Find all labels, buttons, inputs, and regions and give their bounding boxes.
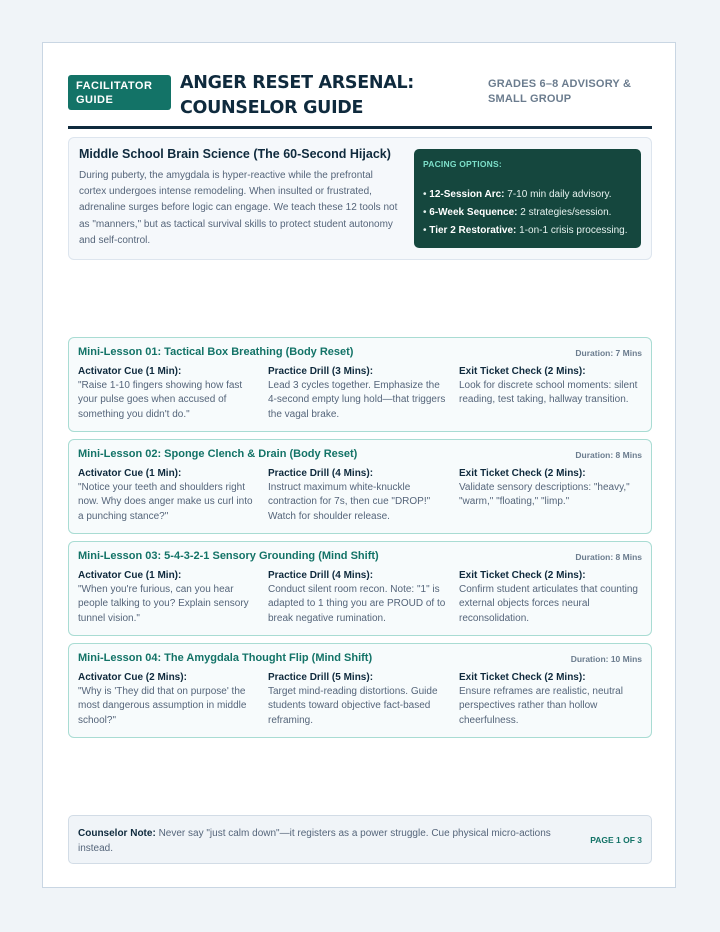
- lesson-title: Mini-Lesson 04: The Amygdala Thought Flip (Mind Shift): [78, 652, 373, 664]
- mini-lesson-card-04: [68, 643, 652, 738]
- mini-lesson-card-01: [68, 337, 652, 432]
- exit-text: Confirm student articulates that counting external objects forces neural reconsolidation.: [459, 584, 638, 624]
- activator-column: [78, 671, 260, 728]
- drill-column: [268, 365, 450, 422]
- pacing-options-box: [414, 149, 641, 248]
- activator-heading: Activator Cue (1 Min):: [78, 570, 182, 581]
- pacing-item: • 6-Week Sequence: 2 strategies/session.: [423, 207, 612, 218]
- exit-column: [459, 467, 641, 510]
- header-divider: [68, 126, 652, 129]
- activator-text: "Notice your teeth and shoulders right now. Why does anger make us curl into a punching stance?": [78, 482, 253, 522]
- pacing-item: • 12-Session Arc: 7-10 min daily advisory.: [423, 189, 612, 200]
- page-title: [180, 71, 440, 121]
- badge-line-1: FACILITATOR: [76, 80, 153, 92]
- pacing-item-text: 2 strategies/session.: [520, 207, 612, 218]
- exit-column: [459, 365, 641, 408]
- badge-line-2: GUIDE: [76, 94, 114, 106]
- drill-text: Lead 3 cycles together. Emphasize the 4-second empty lung hold—that triggers the vagal brake.: [268, 380, 446, 420]
- mini-lesson-card-02: [68, 439, 652, 534]
- exit-heading: Exit Ticket Check (2 Mins):: [459, 570, 586, 581]
- drill-heading: Practice Drill (5 Mins):: [268, 672, 374, 683]
- drill-heading: Practice Drill (4 Mins):: [268, 468, 374, 479]
- lesson-title: Mini-Lesson 01: Tactical Box Breathing (Body Reset): [78, 346, 354, 358]
- drill-text: Target mind-reading distortions. Guide students toward objective fact-based reframing.: [268, 686, 438, 726]
- exit-heading: Exit Ticket Check (2 Mins):: [459, 468, 586, 479]
- grades-label: [488, 77, 648, 107]
- grades-line-2: SMALL GROUP: [488, 93, 572, 105]
- activator-column: [78, 467, 260, 524]
- pacing-item-label: 12-Session Arc:: [429, 189, 505, 200]
- pacing-heading: PACING OPTIONS:: [423, 159, 502, 169]
- exit-column: [459, 671, 641, 728]
- pacing-item-label: 6-Week Sequence:: [429, 207, 518, 218]
- drill-column: [268, 467, 450, 524]
- lesson-title: Mini-Lesson 02: Sponge Clench & Drain (Body Reset): [78, 448, 358, 460]
- counselor-note-label: Counselor Note:: [78, 828, 156, 839]
- activator-column: [78, 569, 260, 626]
- drill-heading: Practice Drill (3 Mins):: [268, 366, 374, 377]
- exit-text: Ensure reframes are realistic, neutral perspectives rather than hollow cheerfulness.: [459, 686, 623, 726]
- drill-column: [268, 671, 450, 728]
- drill-text: Instruct maximum white-knuckle contraction for 7s, then cue "DROP!" Watch for shoulder release.: [268, 482, 431, 522]
- activator-heading: Activator Cue (2 Mins):: [78, 672, 187, 683]
- lesson-duration: Duration: 8 Mins: [575, 450, 642, 460]
- title-line-2: COUNSELOR GUIDE: [180, 98, 364, 118]
- pacing-item: • Tier 2 Restorative: 1-on-1 crisis processing.: [423, 225, 628, 236]
- activator-heading: Activator Cue (1 Min):: [78, 468, 182, 479]
- exit-text: Look for discrete school moments: silent reading, test taking, hallway transition.: [459, 380, 638, 406]
- grades-line-1: GRADES 6–8 ADVISORY &: [488, 78, 632, 90]
- brain-science-panel: [68, 137, 652, 260]
- exit-column: [459, 569, 641, 626]
- exit-heading: Exit Ticket Check (2 Mins):: [459, 672, 586, 683]
- activator-text: "Raise 1-10 fingers showing how fast your pulse goes when accused of something you didn't do.": [78, 380, 243, 420]
- activator-text: "When you're furious, can you hear people talking to you? Explain sensory tunnel vision.": [78, 584, 249, 624]
- brain-science-heading: Middle School Brain Science (The 60-Second Hijack): [79, 147, 391, 161]
- lesson-duration: Duration: 8 Mins: [575, 552, 642, 562]
- lesson-title: Mini-Lesson 03: 5-4-3-2-1 Sensory Grounding (Mind Shift): [78, 550, 379, 562]
- page-number: PAGE 1 OF 3: [590, 835, 642, 845]
- lesson-duration: Duration: 7 Mins: [575, 348, 642, 358]
- document-page: [42, 42, 676, 888]
- pacing-list: [423, 186, 628, 240]
- drill-heading: Practice Drill (4 Mins):: [268, 570, 374, 581]
- facilitator-badge: [68, 75, 171, 110]
- exit-text: Validate sensory descriptions: "heavy," "warm," "floating," "limp.": [459, 482, 630, 508]
- activator-column: [78, 365, 260, 422]
- activator-heading: Activator Cue (1 Min):: [78, 366, 182, 377]
- counselor-note: [68, 815, 652, 864]
- exit-heading: Exit Ticket Check (2 Mins):: [459, 366, 586, 377]
- pacing-item-label: Tier 2 Restorative:: [429, 225, 517, 236]
- pacing-item-text: 1-on-1 crisis processing.: [519, 225, 628, 236]
- counselor-note-body: Never say "just calm down"—it registers as a power struggle. Cue physical micro-actions instead.: [78, 828, 551, 854]
- mini-lesson-card-03: [68, 541, 652, 636]
- lesson-duration: Duration: 10 Mins: [570, 654, 642, 664]
- drill-text: Conduct silent room recon. Note: "1" is adapted to 1 thing you are PROUD of to break negative rumination.: [268, 584, 446, 624]
- counselor-note-text: [78, 826, 578, 856]
- activator-text: "Why is 'They did that on purpose' the most dangerous assumption in middle school?": [78, 686, 247, 726]
- drill-column: [268, 569, 450, 626]
- pacing-item-text: 7-10 min daily advisory.: [507, 189, 612, 200]
- header: [68, 73, 652, 127]
- brain-science-body: During puberty, the amygdala is hyper-reactive while the prefrontal cortex undergoes intense remodeling. When insulted or frustrated, adrenaline surges before logic can engage. We teach these 12 tools not as "manners," but as tactical survival skills to protect student autonomy and self-control.: [79, 170, 398, 246]
- title-line-1: ANGER RESET ARSENAL:: [180, 73, 415, 93]
